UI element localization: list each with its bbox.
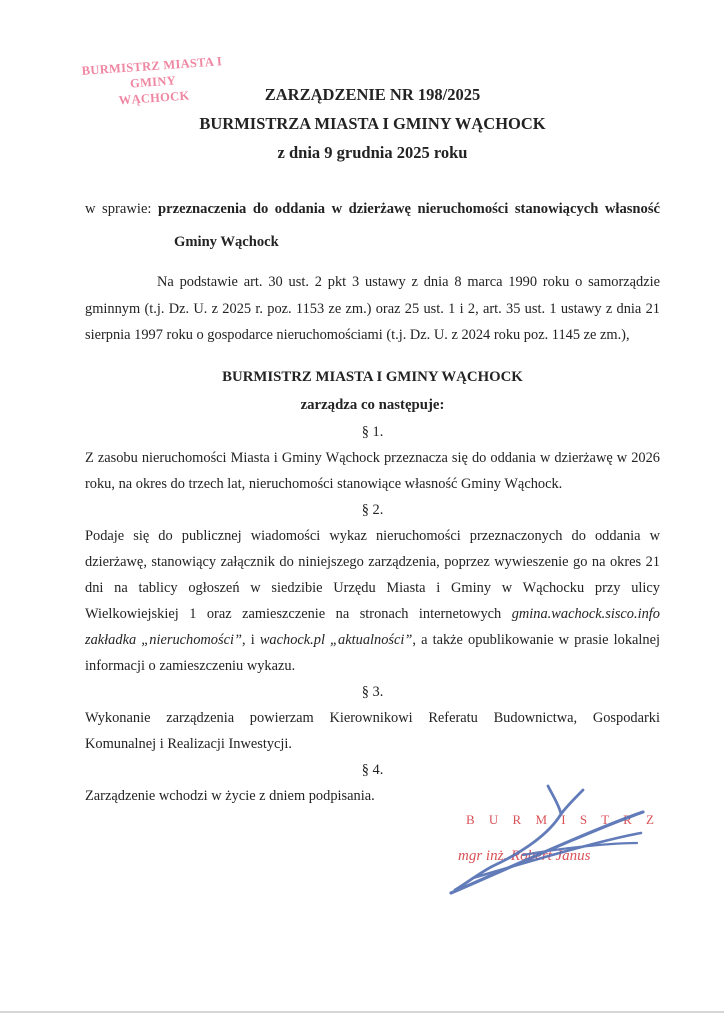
orders-intro: zarządza co następuje: xyxy=(300,396,445,413)
section-2-part1: Podaje się do publicznej wiadomości wykaz nieruchomości przeznaczonych do oddania w dzierżawę, stanowiący załącznik do niniejszego zarządzenia, poprzez wywieszenie go na okres 21 dni na tablicy ogłoszeń w siedzibie Urzędu Miasta i Gminy w Wąchocku przy ulicy Wielkowiejskiej 1 oraz zamieszczenie na stronach internetowych xyxy=(85,527,660,622)
section-3-heading: § 3. xyxy=(361,683,384,700)
signature-position-stamp: B U R M I S T R Z xyxy=(466,812,660,827)
section-1-text: Z zasobu nieruchomości Miasta i Gminy Wąchock przeznacza się do oddania w dzierżawę w 2026 roku, na okres do trzech lat, nieruchomości stanowiące własność Gminy Wąchock. xyxy=(85,449,660,492)
subject-line2: Gminy Wąchock xyxy=(174,234,279,250)
signature-block xyxy=(428,772,664,912)
signature-signer-stamp: mgr inż. Robert Janus xyxy=(458,848,591,864)
title-authority-line: BURMISTRZA MIASTA I GMINY WĄCHOCK xyxy=(199,114,546,133)
section-2-part2: , i xyxy=(242,631,260,648)
section-2-heading: § 2. xyxy=(361,501,384,518)
section-3-text: Wykonanie zarządzenia powierzam Kierownikowi Referatu Budownictwa, Gospodarki Komunalnej i Realizacji Inwestycji. xyxy=(85,709,660,752)
section-2-website1: gmina.wachock.sisco.info zakładka „nieruchomości” xyxy=(85,605,660,648)
corner-stamp-line2: WĄCHOCK xyxy=(118,88,190,108)
scan-page-edge xyxy=(0,1011,724,1013)
legal-basis-paragraph: Na podstawie art. 30 ust. 2 pkt 3 ustawy z dnia 8 marca 1990 roku o samorządzie gminnym (t.j. Dz. U. z 2025 r. poz. 1153 ze zm.) oraz 25 ust. 1 i 2, art. 35 ust. 1 ustawy z dnia 21 sierpnia 1997 roku o gospodarce nieruchomościami (t.j. Dz. U. z 2024 roku poz. 1145 ze zm.), xyxy=(85,274,660,343)
handwritten-signature-ink-icon xyxy=(428,772,664,907)
section-4-text: Zarządzenie wchodzi w życie z dniem podpisania. xyxy=(85,787,375,804)
document-title xyxy=(85,80,660,167)
section-2-website2: wachock.pl „aktualności” xyxy=(259,631,413,648)
section-4-heading: § 4. xyxy=(361,761,384,778)
subject-text: przeznaczenia do oddania w dzierżawę nieruchomości stanowiących własność xyxy=(158,201,660,217)
title-date-line: z dnia 9 grudnia 2025 roku xyxy=(277,143,468,162)
ordering-authority: BURMISTRZ MIASTA I GMINY WĄCHOCK xyxy=(222,368,523,385)
subject-line1 xyxy=(85,193,660,226)
section-2-text xyxy=(85,523,660,679)
section-1-heading: § 1. xyxy=(361,423,384,440)
section-2-part3: , a także opublikowanie w prasie lokalnej informacji o zamieszczeniu wykazu. xyxy=(85,631,660,674)
subject-clause xyxy=(85,193,660,259)
title-number-line: ZARZĄDZENIE NR 198/2025 xyxy=(264,85,481,104)
corner-stamp-line1: BURMISTRZ MIASTA I GMINY xyxy=(81,54,223,91)
subject-label: w sprawie: xyxy=(85,201,152,217)
